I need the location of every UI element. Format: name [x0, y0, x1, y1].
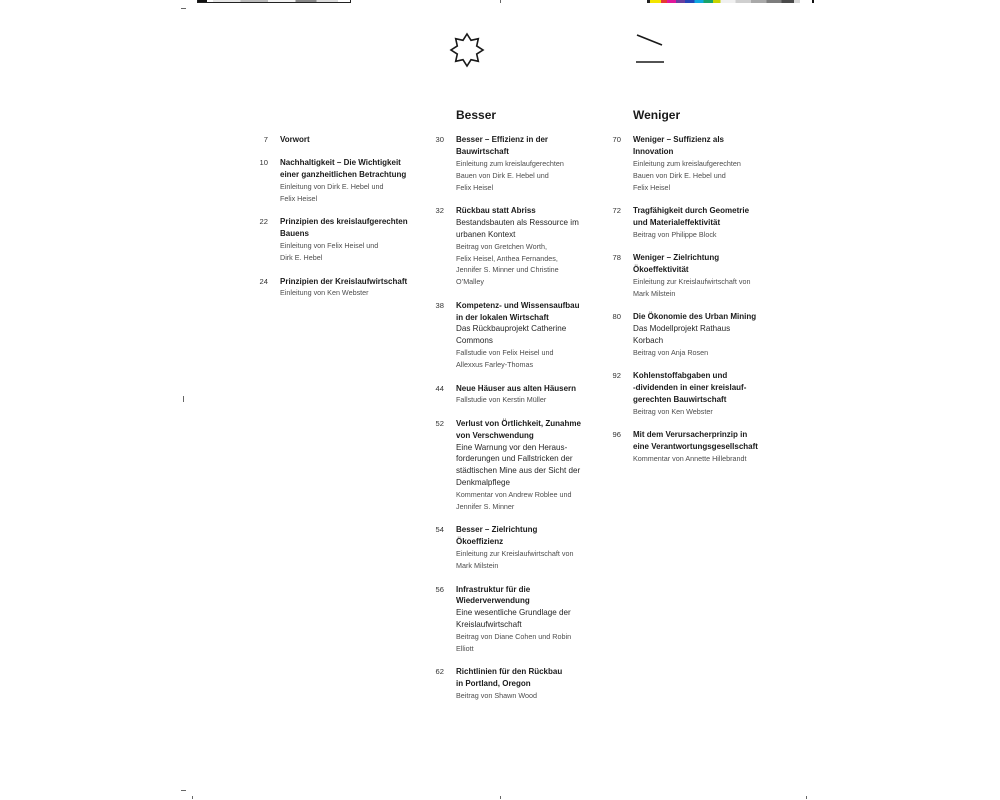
entry-title-line: Prinzipien des kreislaufgerechten	[280, 217, 408, 227]
entry-title-line: Innovation	[633, 146, 674, 156]
entry-title-line: Richtlinien für den Rückbau	[456, 667, 563, 677]
entry-byline-line: Fallstudie von Felix Heisel und	[456, 348, 554, 358]
entry-title-line: Ökoeffizienz	[456, 537, 504, 547]
page-number: 30	[435, 135, 444, 144]
toc-entry	[263, 134, 408, 146]
toc-entry	[435, 584, 581, 655]
entry-title-line: Weniger – Suffizienz als	[633, 135, 724, 144]
entry-title-line: Verlust von Örtlichkeit, Zunahme	[456, 418, 581, 428]
eight-point-star-icon	[449, 32, 485, 68]
page-number: 92	[612, 371, 621, 381]
entry-title-line: Infrastruktur für die	[456, 584, 531, 594]
toc-entry	[435, 418, 581, 513]
entry-subtitle-line: Denkmalpflege	[456, 478, 510, 488]
entry-title-line: einer ganzheitlichen Betrachtung	[280, 170, 407, 180]
toc-column-besser	[435, 134, 581, 714]
entry-subtitle-line: urbanen Kontext	[456, 229, 516, 239]
entry-byline-line: Felix Heisel, Anthea Fernandes,	[456, 253, 558, 263]
crop-mark	[181, 8, 186, 9]
entry-byline-line: Fallstudie von Kerstin Müller	[456, 395, 547, 405]
crop-mark	[192, 796, 193, 799]
entry-byline-line: Kommentar von Annette Hillebrandt	[633, 454, 747, 464]
crop-mark	[500, 0, 501, 3]
entry-title-line: und Materialeffektivität	[633, 217, 721, 227]
entry-byline-line: Einleitung von Felix Heisel und	[280, 241, 379, 251]
page-number: 72	[612, 205, 621, 215]
page-number: 70	[612, 135, 621, 144]
entry-byline-line: Mark Milstein	[456, 561, 499, 571]
toc-entry	[612, 134, 758, 193]
color-control-bar	[647, 0, 800, 3]
entry-byline-line: Beitrag von Diane Cohen und Robin	[456, 632, 572, 642]
section-heading-besser: Besser	[456, 108, 497, 122]
entry-byline-line: Felix Heisel	[280, 194, 318, 204]
entry-byline-line: Einleitung von Ken Webster	[280, 288, 369, 298]
page-number: 32	[435, 205, 444, 215]
toc-column-weniger	[612, 134, 758, 476]
page-number: 38	[435, 300, 444, 310]
toc-entry	[612, 205, 758, 241]
entry-title-line: Bauwirtschaft	[456, 146, 509, 156]
page-number: 7	[263, 135, 268, 144]
toc-entry	[435, 666, 581, 702]
entry-subtitle-line: Eine Warnung vor den Heraus-	[456, 442, 568, 452]
page-number: 22	[259, 217, 268, 227]
toc-entry	[259, 157, 408, 205]
entry-title-line: Besser – Zielrichtung	[456, 525, 538, 535]
toc-entry	[435, 383, 581, 407]
page-number: 78	[612, 253, 621, 263]
entry-subtitle-line: forderungen und Fallstricken der	[456, 454, 573, 464]
entry-byline-line: Beitrag von Philippe Block	[633, 229, 717, 239]
toc-entry	[435, 300, 581, 371]
crop-mark	[500, 796, 501, 799]
toc-column-intro	[259, 134, 408, 311]
toc-entry	[612, 311, 758, 359]
crop-mark	[806, 796, 807, 799]
entry-byline-line: Felix Heisel	[456, 182, 494, 192]
toc-entry	[435, 524, 581, 572]
entry-byline-line: Beitrag von Gretchen Worth,	[456, 241, 547, 251]
crop-mark	[812, 0, 814, 3]
toc-entry	[612, 370, 758, 418]
toc-entry	[612, 252, 758, 300]
entry-byline-line: Einleitung zur Kreislaufwirtschaft von	[456, 549, 574, 559]
entry-title-line: Weniger – Zielrichtung	[633, 253, 720, 263]
entry-title-line: Rückbau statt Abriss	[456, 205, 536, 215]
entry-byline-line: Einleitung von Dirk E. Hebel und	[280, 182, 384, 192]
entry-subtitle-line: Korbach	[633, 335, 664, 345]
entry-byline-line: Einleitung zum kreislaufgerechten	[633, 158, 741, 168]
crop-mark	[181, 790, 186, 791]
entry-title-line: in der lokalen Wirtschaft	[456, 312, 549, 322]
registration-bar	[197, 0, 351, 3]
crop-mark	[183, 396, 184, 402]
section-heading-weniger: Weniger	[633, 108, 681, 122]
entry-title-line: Tragfähigkeit durch Geometrie	[633, 205, 750, 215]
entry-title-line: in Portland, Oregon	[456, 679, 531, 689]
page-number: 10	[259, 158, 268, 168]
entry-byline-line: Beitrag von Ken Webster	[633, 406, 713, 416]
entry-byline-line: Allexxus Farley-Thomas	[456, 360, 534, 370]
page-number: 80	[612, 312, 621, 322]
entry-title-line: Ökoeffektivität	[633, 265, 689, 275]
page-number: 96	[612, 430, 621, 440]
toc-entry	[435, 205, 581, 288]
entry-subtitle-line: Eine wesentliche Grundlage der	[456, 608, 571, 618]
entry-title-line: Die Ökonomie des Urban Mining	[633, 312, 757, 322]
entry-subtitle-line: Bestandsbauten als Ressource im	[456, 217, 579, 227]
entry-title-line: gerechten Bauwirtschaft	[633, 395, 727, 405]
entry-byline-line: Beitrag von Shawn Wood	[456, 691, 537, 701]
entry-title-line: Mit dem Verursacherprinzip in	[633, 430, 748, 440]
entry-byline-line: Dirk E. Hebel	[280, 253, 323, 263]
page-number: 62	[435, 667, 444, 677]
entry-subtitle-line: Das Rückbauprojekt Catherine	[456, 324, 567, 334]
entry-byline-line: Elliott	[456, 643, 474, 653]
toc-entry	[435, 134, 581, 193]
entry-title-line: Prinzipien der Kreislaufwirtschaft	[280, 276, 408, 286]
toc-entry	[612, 429, 758, 465]
entry-byline-line: Kommentar von Andrew Roblee und	[456, 490, 572, 500]
page-number: 56	[435, 584, 444, 594]
page-number: 54	[435, 525, 444, 535]
page-number: 52	[435, 418, 444, 428]
entry-title-line: Kompetenz- und Wissensaufbau	[456, 300, 580, 310]
entry-title-line: -dividenden in einer kreislauf-	[633, 383, 747, 393]
entry-byline-line: Beitrag von Anja Rosen	[633, 347, 709, 357]
entry-subtitle-line: Commons	[456, 336, 493, 346]
entry-byline-line: Bauen von Dirk E. Hebel und	[633, 170, 726, 180]
entry-byline-line: Felix Heisel	[633, 182, 671, 192]
entry-byline-line: Bauen von Dirk E. Hebel und	[456, 170, 549, 180]
entry-title-line: Neue Häuser aus alten Häusern	[456, 383, 577, 393]
page-number: 44	[435, 383, 444, 393]
entry-title-line: Vorwort	[280, 135, 310, 144]
entry-subtitle-line: städtischen Mine aus der Sicht der	[456, 466, 581, 476]
entry-byline-line: Mark Milstein	[633, 288, 676, 298]
entry-byline-line: O’Malley	[456, 277, 484, 287]
entry-subtitle-line: Das Modellprojekt Rathaus	[633, 324, 731, 334]
entry-byline-line: Jennifer S. Minner	[456, 502, 515, 512]
entry-title-line: Besser – Effizienz in der	[456, 135, 549, 144]
entry-byline-line: Einleitung zur Kreislaufwirtschaft von	[633, 276, 751, 286]
entry-title-line: eine Verantwortungsgesellschaft	[633, 442, 758, 452]
entry-title-line: von Verschwendung	[456, 430, 534, 440]
entry-title-line: Bauens	[280, 229, 309, 239]
page-number: 24	[259, 276, 268, 286]
entry-title-line: Nachhaltigkeit – Die Wichtigkeit	[280, 158, 401, 168]
toc-entry	[259, 276, 408, 300]
slash-over-line-icon	[633, 30, 667, 66]
entry-byline-line: Jennifer S. Minner und Christine	[456, 265, 559, 275]
entry-title-line: Wiederverwendung	[456, 596, 530, 606]
entry-title-line: Kohlenstoffabgaben und	[633, 371, 728, 381]
entry-byline-line: Einleitung zum kreislaufgerechten	[456, 158, 564, 168]
toc-entry	[259, 216, 408, 264]
entry-subtitle-line: Kreislaufwirtschaft	[456, 620, 522, 630]
